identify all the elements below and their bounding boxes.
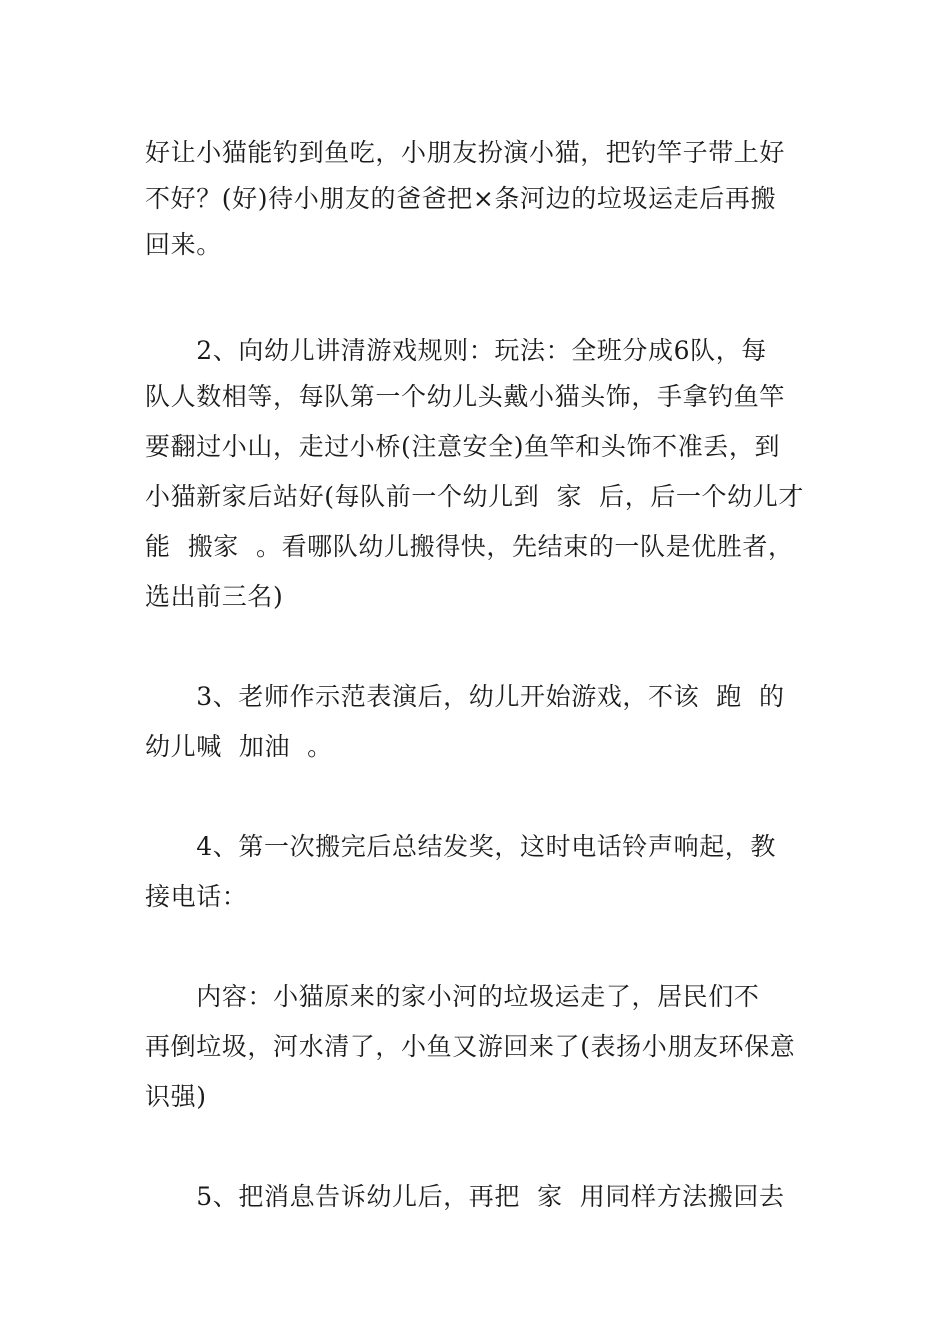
text-line: 接电话：: [145, 882, 248, 911]
text-line: 再倒垃圾，河水清了，小鱼又游回来了(表扬小朋友环保意: [145, 1032, 796, 1061]
text-line: 幼儿喊 加油 。: [145, 732, 333, 761]
text-line: 队人数相等，每队第一个幼儿头戴小猫头饰，手拿钓鱼竿: [145, 382, 786, 411]
text-line: 能 搬家 。看哪队幼儿搬得快，先结束的一队是优胜者，: [145, 532, 794, 561]
text-line: 好让小猫能钓到鱼吃，小朋友扮演小猫，把钓竿子带上好: [145, 138, 786, 167]
text-line: 选出前三名): [145, 582, 284, 611]
text-line: 内容：小猫原来的家小河的垃圾运走了，居民们不: [145, 982, 760, 1011]
text-line: 小猫新家后站好(每队前一个幼儿到 家 后，后一个幼儿才: [145, 482, 804, 511]
text-line: 5、把消息告诉幼儿后，再把 家 用同样方法搬回去: [145, 1182, 785, 1211]
text-line: 3、老师作示范表演后，幼儿开始游戏，不该 跑 的: [145, 682, 785, 711]
text-line: 2、向幼儿讲清游戏规则：玩法：全班分成6队，每: [145, 336, 767, 365]
text-line: 4、第一次搬完后总结发奖，这时电话铃声响起，教: [145, 832, 776, 861]
text-line: 回来。: [145, 230, 222, 259]
text-line: 不好？(好)待小朋友的爸爸把×条河边的垃圾运走后再搬: [145, 184, 777, 213]
text-line: 要翻过小山，走过小桥(注意安全)鱼竿和头饰不准丢，到: [145, 432, 781, 461]
text-line: 识强): [145, 1082, 207, 1111]
